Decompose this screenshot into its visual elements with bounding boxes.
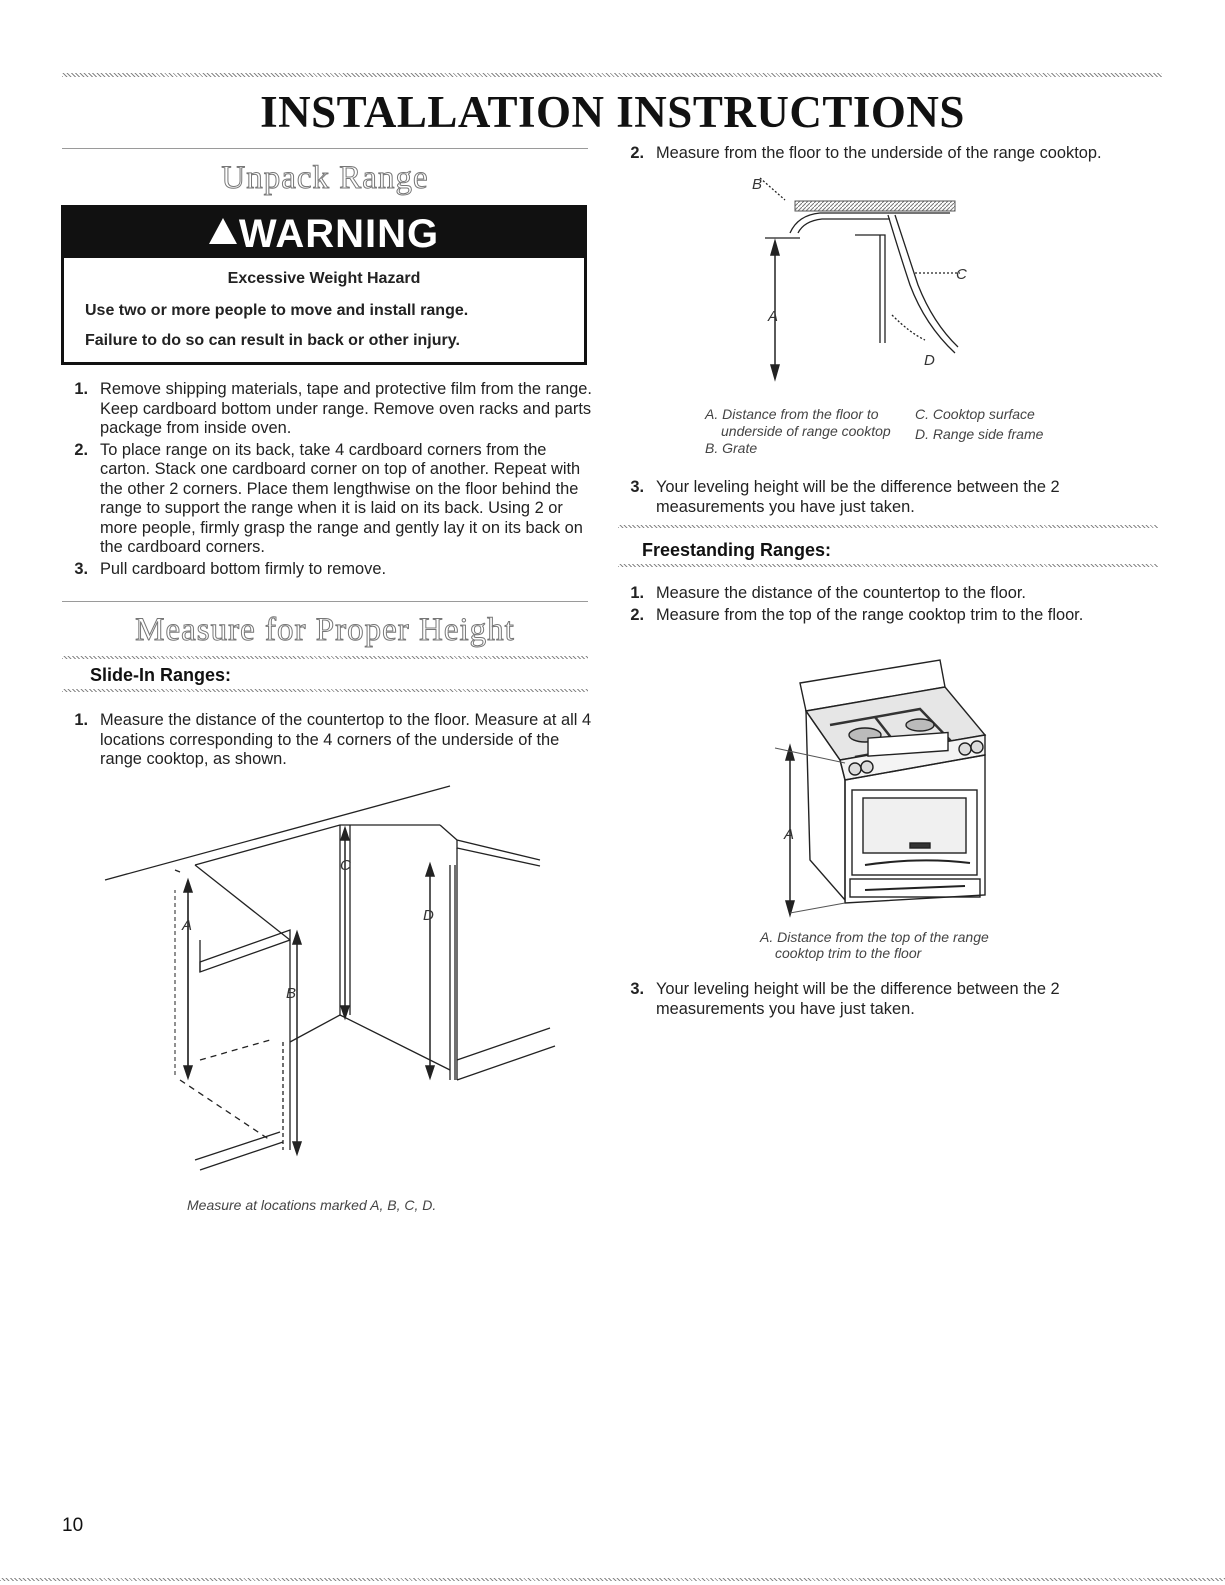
list-item: 1. Measure the distance of the countertop to the floor. Measure at all 4 locations corresponding to the 4 corners of the underside of the range cooktop, as shown. <box>74 711 592 768</box>
detail-legend-c: C. Cooktop surface <box>915 406 1035 422</box>
detail-legend-a2: underside of range cooktop <box>721 423 891 439</box>
freestanding-caption-2: cooktop trim to the floor <box>775 945 922 961</box>
section-title-measure: Measure for Proper Height <box>135 612 515 648</box>
section-divider <box>62 601 588 602</box>
diagram-label-a: A <box>182 917 193 934</box>
warning-header-text: WARNING <box>238 212 440 256</box>
list-item: 1. Remove shipping materials, tape and protective film from the range. Keep cardboard bottom under range. Remove oven racks and parts package from inside oven. <box>74 380 592 437</box>
list-item: 3. Your leveling height will be the difference between the 2 measurements you have just taken. <box>630 980 1060 1018</box>
list-item: 1. Measure the distance of the countertop to the floor. <box>630 584 1026 602</box>
detail-legend-b: B. Grate <box>705 440 758 456</box>
detail-label-b: B <box>752 176 763 193</box>
section-divider <box>62 148 588 149</box>
slide-in-step-2 <box>618 144 1178 166</box>
subhead-rule-top <box>62 656 588 659</box>
warning-hazard: Excessive Weight Hazard <box>227 270 421 287</box>
slide-in-step-3 <box>618 478 1118 519</box>
freestanding-step-3 <box>618 980 1118 1021</box>
detail-legend-d: D. Range side frame <box>915 426 1044 442</box>
diagram-label-b: B <box>286 985 297 1002</box>
subhead-rule-bottom <box>62 689 588 692</box>
list-item: 2. Measure from the floor to the underside of the range cooktop. <box>630 144 1102 162</box>
freestanding-caption-1: A. Distance from the top of the range <box>760 929 989 945</box>
list-item: 2. Measure from the top of the range cooktop trim to the floor. <box>630 605 1084 624</box>
list-item: 3. Pull cardboard bottom firmly to remove. <box>74 559 387 578</box>
countertop-diagram-caption: Measure at locations marked A, B, C, D. <box>187 1197 437 1213</box>
section-title-unpack: Unpack Range <box>221 160 429 196</box>
freestanding-steps <box>618 584 1178 627</box>
range-diagram-label-a: A <box>784 826 795 843</box>
detail-label-d: D <box>924 352 935 369</box>
detail-label-a: A <box>768 308 779 325</box>
top-rule <box>62 73 1162 77</box>
countertop-diagram <box>100 780 570 1180</box>
list-item: 2. To place range on its back, take 4 cardboard corners from the carton. Stack one cardboard corner on top of another. Repeat with the other 2 corners. Place them lengthwise on the floor behind the range to support the range when it is laid on its back. Using 2 or more people, firmly grasp the range and gently lay it on its back on the cardboard corners. <box>74 440 583 556</box>
subhead-rule-bottom <box>618 564 1158 567</box>
bottom-rule <box>0 1578 1225 1581</box>
unpack-steps <box>62 380 592 581</box>
list-item: 3. Your leveling height will be the difference between the 2 measurements you have just taken. <box>630 478 1060 516</box>
freestanding-heading: Freestanding Ranges: <box>642 540 832 560</box>
cooktop-detail-diagram <box>730 175 1000 390</box>
warning-line-2: Failure to do so can result in back or other injury. <box>85 332 460 349</box>
warning-box <box>61 205 587 365</box>
page-number: 10 <box>62 1515 84 1536</box>
subhead-rule-top <box>618 525 1158 528</box>
warning-line-1: Use two or more people to move and install range. <box>85 302 469 319</box>
freestanding-range-diagram <box>770 645 1000 920</box>
slide-in-heading: Slide-In Ranges: <box>90 665 232 685</box>
diagram-label-d: D <box>423 907 434 924</box>
warning-triangle-icon <box>209 218 237 244</box>
detail-legend-a: A. Distance from the floor to <box>705 406 879 422</box>
slide-in-steps <box>62 711 592 772</box>
page-title: INSTALLATION INSTRUCTIONS <box>260 87 965 137</box>
detail-label-c: C <box>956 266 967 283</box>
warning-header <box>64 208 584 258</box>
diagram-label-c: C <box>340 857 351 874</box>
